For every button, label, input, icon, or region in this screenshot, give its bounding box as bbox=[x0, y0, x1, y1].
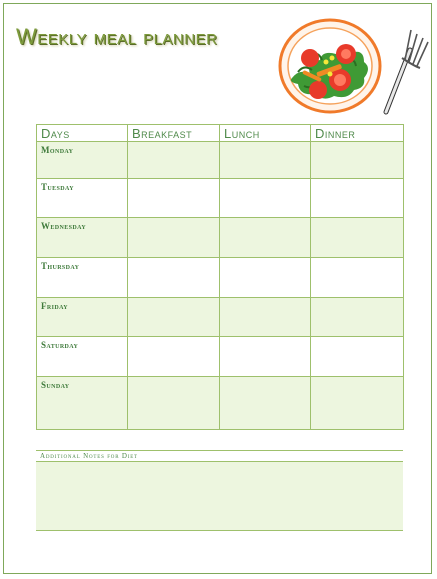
lunch-cell[interactable] bbox=[220, 337, 311, 377]
lunch-cell[interactable] bbox=[220, 377, 311, 430]
day-label: Thursday bbox=[37, 258, 128, 298]
day-label: Wednesday bbox=[37, 218, 128, 258]
day-row-wednesday bbox=[37, 218, 404, 258]
breakfast-cell[interactable] bbox=[128, 258, 220, 298]
column-header-breakfast: Breakfast bbox=[128, 125, 220, 142]
lunch-cell[interactable] bbox=[220, 258, 311, 298]
day-row-saturday bbox=[37, 337, 404, 377]
day-label: Friday bbox=[37, 298, 128, 337]
day-label: Tuesday bbox=[37, 179, 128, 218]
notes-label: Additional Notes for Diet bbox=[40, 452, 138, 460]
dinner-cell[interactable] bbox=[311, 337, 404, 377]
breakfast-cell[interactable] bbox=[128, 218, 220, 258]
day-row-thursday bbox=[37, 258, 404, 298]
dinner-cell[interactable] bbox=[311, 258, 404, 298]
notes-divider bbox=[36, 450, 403, 451]
day-row-friday bbox=[37, 298, 404, 337]
breakfast-cell[interactable] bbox=[128, 179, 220, 218]
day-row-sunday bbox=[37, 377, 404, 430]
dinner-cell[interactable] bbox=[311, 179, 404, 218]
day-label: Saturday bbox=[37, 337, 128, 377]
header-row bbox=[37, 125, 404, 142]
notes-section bbox=[36, 450, 403, 530]
lunch-cell[interactable] bbox=[220, 218, 311, 258]
dinner-cell[interactable] bbox=[311, 298, 404, 337]
day-row-tuesday bbox=[37, 179, 404, 218]
breakfast-cell[interactable] bbox=[128, 142, 220, 179]
column-header-dinner: Dinner bbox=[311, 125, 404, 142]
meal-planner-page bbox=[3, 3, 432, 574]
meal-grid bbox=[36, 124, 404, 430]
page-title: Weekly meal planner bbox=[16, 24, 218, 49]
breakfast-cell[interactable] bbox=[128, 298, 220, 337]
day-label: Sunday bbox=[37, 377, 128, 430]
dinner-cell[interactable] bbox=[311, 142, 404, 179]
column-header-days: Days bbox=[37, 125, 128, 142]
lunch-cell[interactable] bbox=[220, 142, 311, 179]
dinner-cell[interactable] bbox=[311, 218, 404, 258]
lunch-cell[interactable] bbox=[220, 179, 311, 218]
day-label: Monday bbox=[37, 142, 128, 179]
notes-input-area[interactable] bbox=[36, 461, 403, 531]
day-row-monday bbox=[37, 142, 404, 179]
lunch-cell[interactable] bbox=[220, 298, 311, 337]
breakfast-cell[interactable] bbox=[128, 377, 220, 430]
dinner-cell[interactable] bbox=[311, 377, 404, 430]
salad-plate-with-fork-icon bbox=[274, 12, 434, 124]
column-header-lunch: Lunch bbox=[220, 125, 311, 142]
breakfast-cell[interactable] bbox=[128, 337, 220, 377]
